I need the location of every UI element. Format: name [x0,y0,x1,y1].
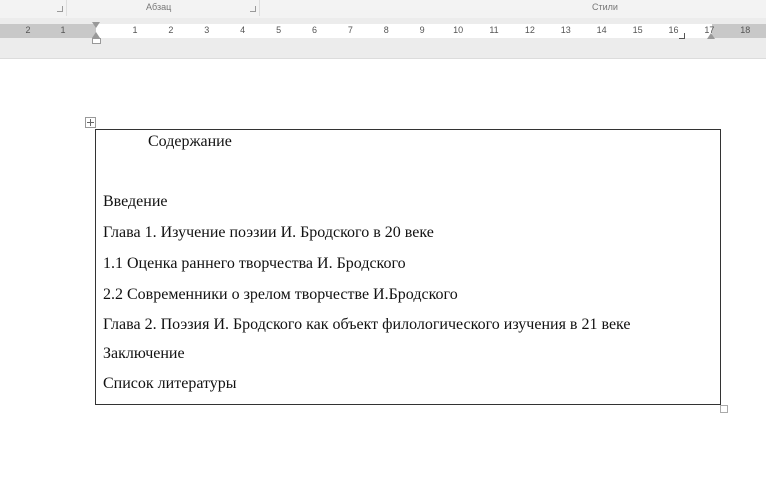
group-label-styles: Стили [592,2,618,12]
ruler-text-area [96,24,715,38]
toc-item: 1.1 Оценка раннего творчества И. Бродского [103,255,406,272]
toc-title: Содержание [148,133,232,150]
ruler-number: 2 [25,25,31,35]
toc-item: Введение [103,193,168,210]
ruler-number: 18 [740,25,751,35]
ruler-number: 16 [668,25,679,35]
ruler-number: 7 [347,25,353,35]
ruler-number: 12 [524,25,535,35]
ribbon [0,0,766,19]
table-resize-handle[interactable] [720,405,728,413]
toc-item: Список литературы [103,375,237,392]
toc-item: 2.2 Современники о зрелом творчестве И.Бродского [103,286,458,303]
ruler-number: 15 [632,25,643,35]
left-indent-marker-icon[interactable] [92,38,101,44]
ruler-number: 8 [383,25,389,35]
divider [259,0,260,16]
ruler-number: 10 [453,25,464,35]
divider [66,0,67,16]
ruler-number: 6 [311,25,318,35]
table-move-handle-icon[interactable] [85,117,96,128]
toc-item: Глава 2. Поэзия И. Бродского как объект филологического изучения в 21 веке [103,316,631,333]
paragraph-dialog-launcher-icon[interactable] [250,6,256,12]
ruler-number: 13 [560,25,571,35]
font-dialog-launcher-icon[interactable] [57,6,63,12]
ruler-number: 3 [204,25,210,35]
ruler-number: 2 [168,25,174,35]
toc-item: Глава 1. Изучение поэзии И. Бродского в 20 веке [103,224,434,241]
ruler-number: 5 [276,25,282,35]
group-label-paragraph: Абзац [146,2,172,12]
ruler-number: 9 [419,25,425,35]
ruler-number: 14 [596,25,607,35]
ruler-number: 1 [60,25,66,35]
tab-stop-icon[interactable] [679,33,685,39]
ruler-number: 11 [489,25,499,35]
right-indent-marker-icon[interactable] [707,33,715,39]
ruler-area [0,18,766,59]
horizontal-ruler[interactable] [0,24,766,38]
toc-table[interactable] [95,129,721,405]
ruler-number: 1 [132,25,138,35]
ruler-number: 4 [240,25,246,35]
first-line-indent-marker-icon[interactable] [92,22,100,28]
toc-item: Заключение [103,345,185,362]
ruler-number: 17 [704,25,715,35]
